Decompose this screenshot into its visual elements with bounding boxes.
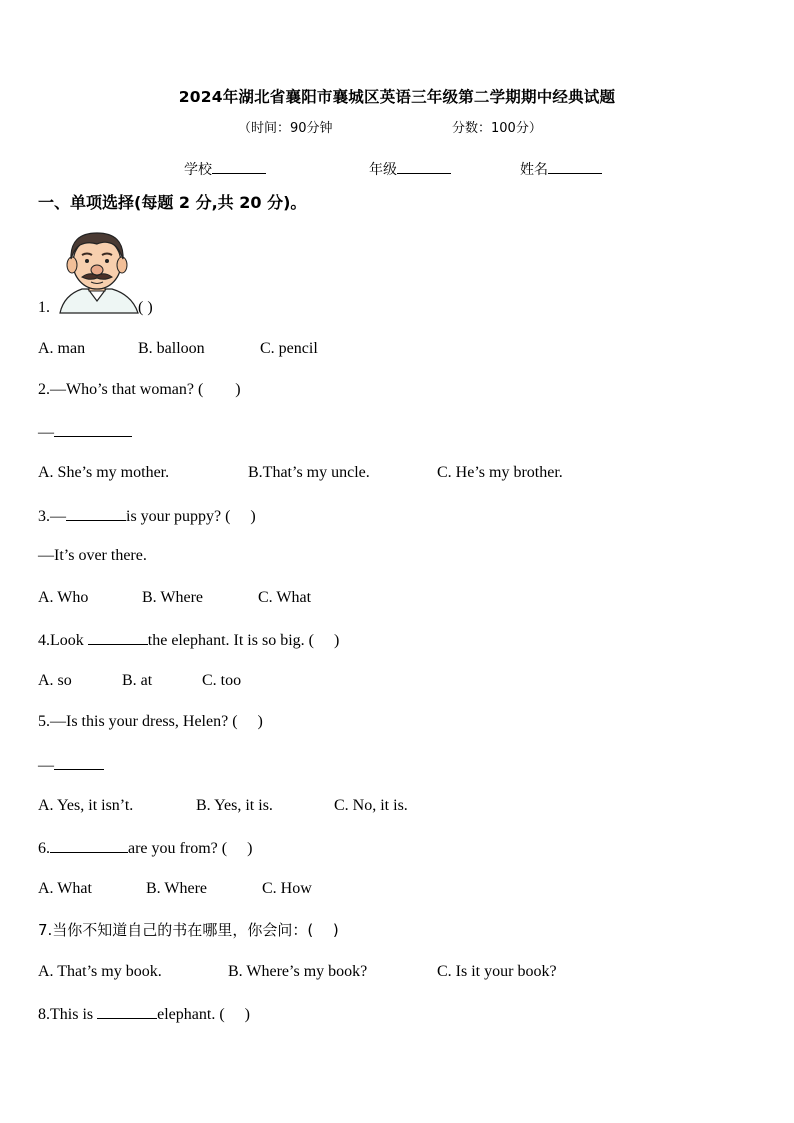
q2-dash: — (38, 424, 54, 441)
q6-option-b[interactable]: B. Where (146, 880, 208, 897)
question-3-stem (38, 505, 256, 527)
name-input-line[interactable] (548, 159, 602, 174)
q8-stem-pre: 8.This is (38, 1006, 98, 1023)
question-4-stem (38, 629, 339, 651)
q5-option-c[interactable]: C. No, it is. (334, 797, 408, 814)
grade-field (369, 159, 451, 179)
q8-stem-post: elephant. ( ) (157, 1006, 250, 1023)
q3-blank[interactable] (66, 505, 126, 521)
q4-stem-pre: 4.Look (38, 632, 88, 649)
q1-option-b[interactable]: B. balloon (138, 340, 205, 357)
q6-stem-post: are you from? ( ) (128, 840, 253, 857)
q5-option-b[interactable]: B. Yes, it is. (196, 797, 273, 814)
q3-stem-pre: 3.— (38, 508, 66, 525)
question-1-number: 1. (38, 299, 50, 316)
school-input-line[interactable] (212, 159, 266, 174)
q2-answer-blank[interactable] (54, 421, 132, 437)
q6-stem-pre: 6. (38, 840, 50, 857)
q3-option-a[interactable]: A. Who (38, 589, 89, 606)
score-info: 分数：100分） (452, 121, 542, 136)
q6-option-a[interactable]: A. What (38, 880, 92, 897)
q1-option-c[interactable]: C. pencil (260, 340, 318, 357)
q4-blank[interactable] (88, 629, 148, 645)
question-1 (38, 298, 153, 318)
q3-option-b[interactable]: B. Where (142, 589, 204, 606)
q4-option-c[interactable]: C. too (202, 672, 242, 689)
q6-blank[interactable] (50, 837, 128, 853)
q7-option-a[interactable]: A. That’s my book. (38, 963, 162, 980)
exam-title: 2024年湖北省襄阳市襄城区英语三年级第二学期期中经典试题 (178, 88, 616, 106)
q5-answer-blank[interactable] (54, 754, 104, 770)
grade-input-line[interactable] (397, 159, 451, 174)
school-label: 学校 (184, 162, 212, 178)
section-heading: 一、单项选择(每题 2 分,共 20 分)。 (38, 193, 307, 212)
question-5-stem: 5.—Is this your dress, Helen? ( ) (38, 713, 263, 730)
q5-dash: — (38, 757, 54, 774)
q5-option-a[interactable]: A. Yes, it isn’t. (38, 797, 134, 814)
question-3-line2: —It’s over there. (38, 547, 147, 564)
q4-option-a[interactable]: A. so (38, 672, 72, 689)
q4-stem-post: the elephant. It is so big. ( ) (147, 632, 340, 649)
school-field (184, 159, 266, 179)
question-7-stem: 7.当你不知道自己的书在哪里，你会问：( ) (38, 921, 339, 939)
question-5-answer (38, 754, 104, 776)
q7-option-c[interactable]: C. Is it your book? (437, 963, 557, 980)
q7-option-b[interactable]: B. Where’s my book? (228, 963, 368, 980)
q4-option-b[interactable]: B. at (122, 672, 153, 689)
q2-option-b[interactable]: B.That’s my uncle. (248, 464, 370, 481)
q3-option-c[interactable]: C. What (258, 589, 312, 606)
grade-label: 年级 (369, 162, 397, 178)
question-8-stem (38, 1003, 250, 1025)
q3-stem-post: is your puppy? ( ) (126, 508, 256, 525)
name-field (520, 159, 602, 179)
question-1-paren: ( ) (138, 299, 153, 316)
q1-option-a[interactable]: A. man (38, 340, 86, 357)
q2-option-a[interactable]: A. She’s my mother. (38, 464, 170, 481)
question-2-stem: 2.—Who’s that woman? ( ) (38, 381, 241, 398)
name-label: 姓名 (520, 162, 548, 178)
q6-option-c[interactable]: C. How (262, 880, 312, 897)
q2-option-c[interactable]: C. He’s my brother. (437, 464, 563, 481)
question-2-answer (38, 421, 132, 443)
q8-blank[interactable] (97, 1003, 157, 1019)
question-6-stem (38, 837, 252, 859)
time-info: （时间：90分钟 (238, 121, 333, 136)
